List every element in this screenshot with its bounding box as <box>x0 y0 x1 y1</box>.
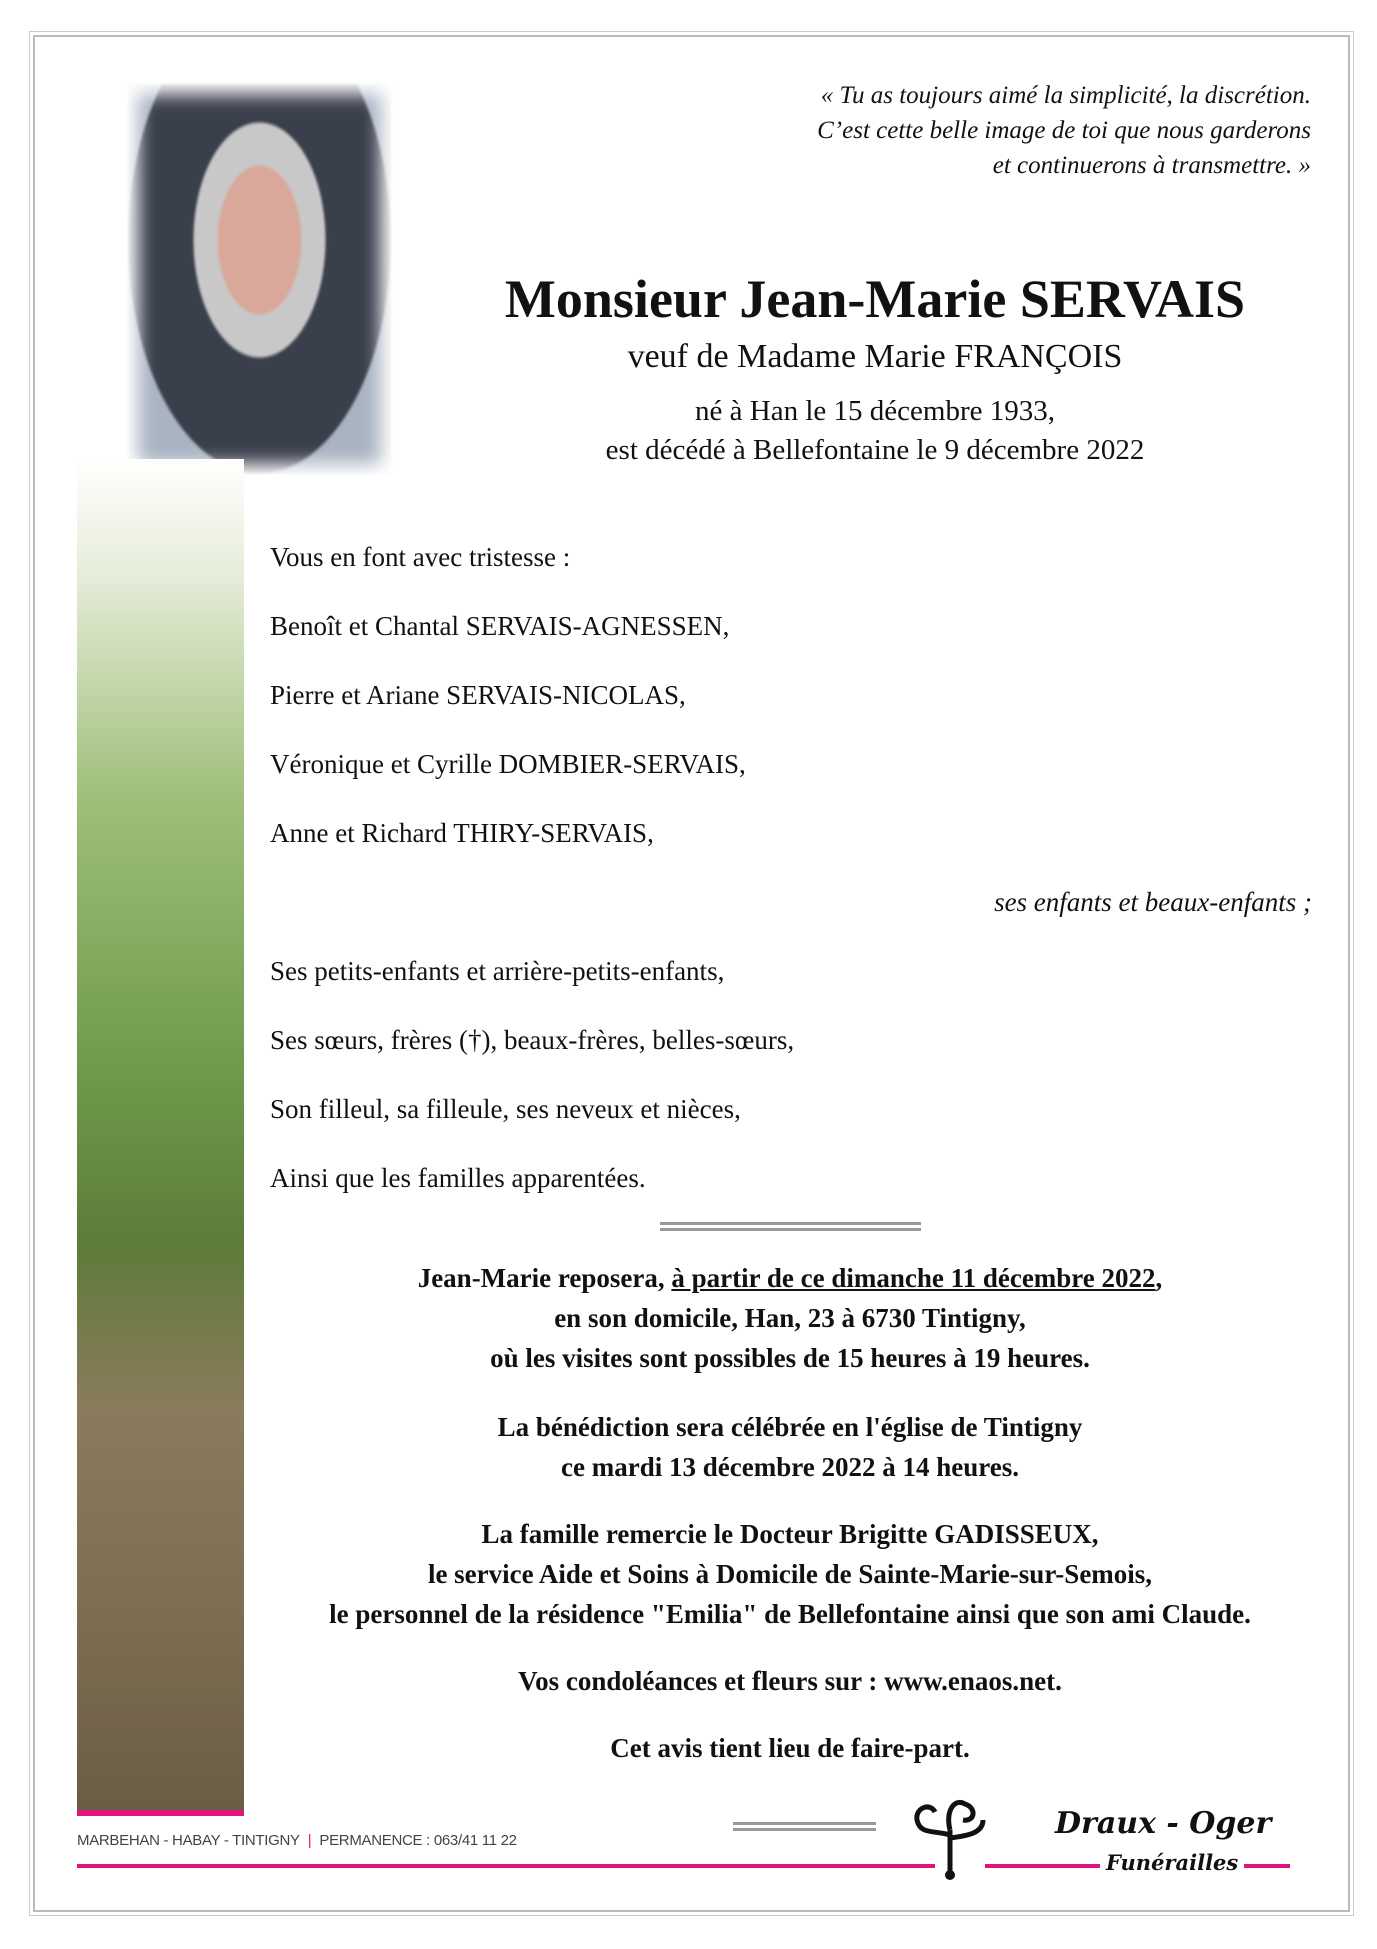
family-item: Ses sœurs, frères (†), beaux-frères, belles-sœurs, <box>270 1025 795 1055</box>
family-intro: Vous en font avec tristesse : <box>270 542 571 572</box>
family-item: Pierre et Ariane SERVAIS-NICOLAS, <box>270 680 686 710</box>
death-line: est décédé à Bellefontaine le 9 décembre 2022 <box>605 434 1145 466</box>
footer-divider <box>733 1822 876 1831</box>
comma: , <box>1155 1263 1163 1293</box>
quote-line: « Tu as toujours aimé la simplicité, la discrétion. <box>820 82 1311 109</box>
blessing-line: ce mardi 13 décembre 2022 à 14 heures. <box>561 1452 1019 1482</box>
blessing-info <box>260 1407 1320 1487</box>
footer-contact: MARBEHAN - HABAY - TINTIGNY | PERMANENCE : 063/41 11 22 <box>77 1832 517 1849</box>
forest-path-image <box>77 459 244 1813</box>
footer-line <box>77 1864 935 1868</box>
logo-name: Draux - Oger <box>1055 1806 1272 1841</box>
dates <box>440 392 1310 470</box>
family-item: Ses petits-enfants et arrière-petits-enfants, <box>270 956 725 986</box>
portrait-photo <box>128 84 391 474</box>
epigraph-quote <box>817 78 1311 183</box>
condolences-line: Vos condoléances et fleurs sur : www.enaos.net. <box>518 1666 1062 1696</box>
quote-line: C’est cette belle image de toi que nous garderons <box>817 117 1311 144</box>
birth-line: né à Han le 15 décembre 1933, <box>695 395 1055 427</box>
thanks-info <box>260 1514 1320 1634</box>
thanks-line: La famille remercie le Docteur Brigitte GADISSEUX, <box>481 1519 1099 1549</box>
thanks-line: le personnel de la résidence "Emilia" de Bellefontaine ainsi que son ami Claude. <box>329 1599 1251 1629</box>
logo-subtitle: Funérailles <box>1100 1850 1244 1875</box>
thanks-line: le service Aide et Soins à Domicile de Sainte-Marie-sur-Semois, <box>427 1559 1153 1589</box>
family-item: Anne et Richard THIRY-SERVAIS, <box>270 818 654 848</box>
visit-hours: où les visites sont possibles de 15 heures à 19 heures. <box>490 1343 1090 1373</box>
accent-bar <box>77 1810 244 1816</box>
visitation-info <box>260 1258 1320 1378</box>
family-item: Véronique et Cyrille DOMBIER-SERVAIS, <box>270 749 746 779</box>
footer-phone: PERMANENCE : 063/41 11 22 <box>319 1832 517 1849</box>
double-divider <box>660 1222 921 1231</box>
family-list <box>270 540 1312 1230</box>
tree-logo-icon <box>905 1790 995 1880</box>
rest-address: en son domicile, Han, 23 à 6730 Tintigny, <box>554 1303 1026 1333</box>
family-item: Ainsi que les familles apparentées. <box>270 1163 646 1193</box>
quote-line: et continuerons à transmettre. » <box>992 152 1311 179</box>
children-label: ses enfants et beaux-enfants ; <box>994 887 1312 917</box>
rest-text: Jean-Marie reposera, <box>417 1263 672 1293</box>
rest-date: à partir de ce dimanche 11 décembre 2022 <box>671 1263 1156 1293</box>
spouse-line: veuf de Madame Marie FRANÇOIS <box>627 338 1123 375</box>
family-item: Son filleul, sa filleule, ses neveux et nièces, <box>270 1094 741 1124</box>
family-item: Benoît et Chantal SERVAIS-AGNESSEN, <box>270 611 730 641</box>
blessing-line: La bénédiction sera célébrée en l'église de Tintigny <box>497 1412 1083 1442</box>
notice-line: Cet avis tient lieu de faire-part. <box>610 1733 970 1763</box>
deceased-name: Monsieur Jean-Marie SERVAIS <box>504 269 1246 329</box>
footer-locations: MARBEHAN - HABAY - TINTIGNY <box>77 1832 300 1849</box>
